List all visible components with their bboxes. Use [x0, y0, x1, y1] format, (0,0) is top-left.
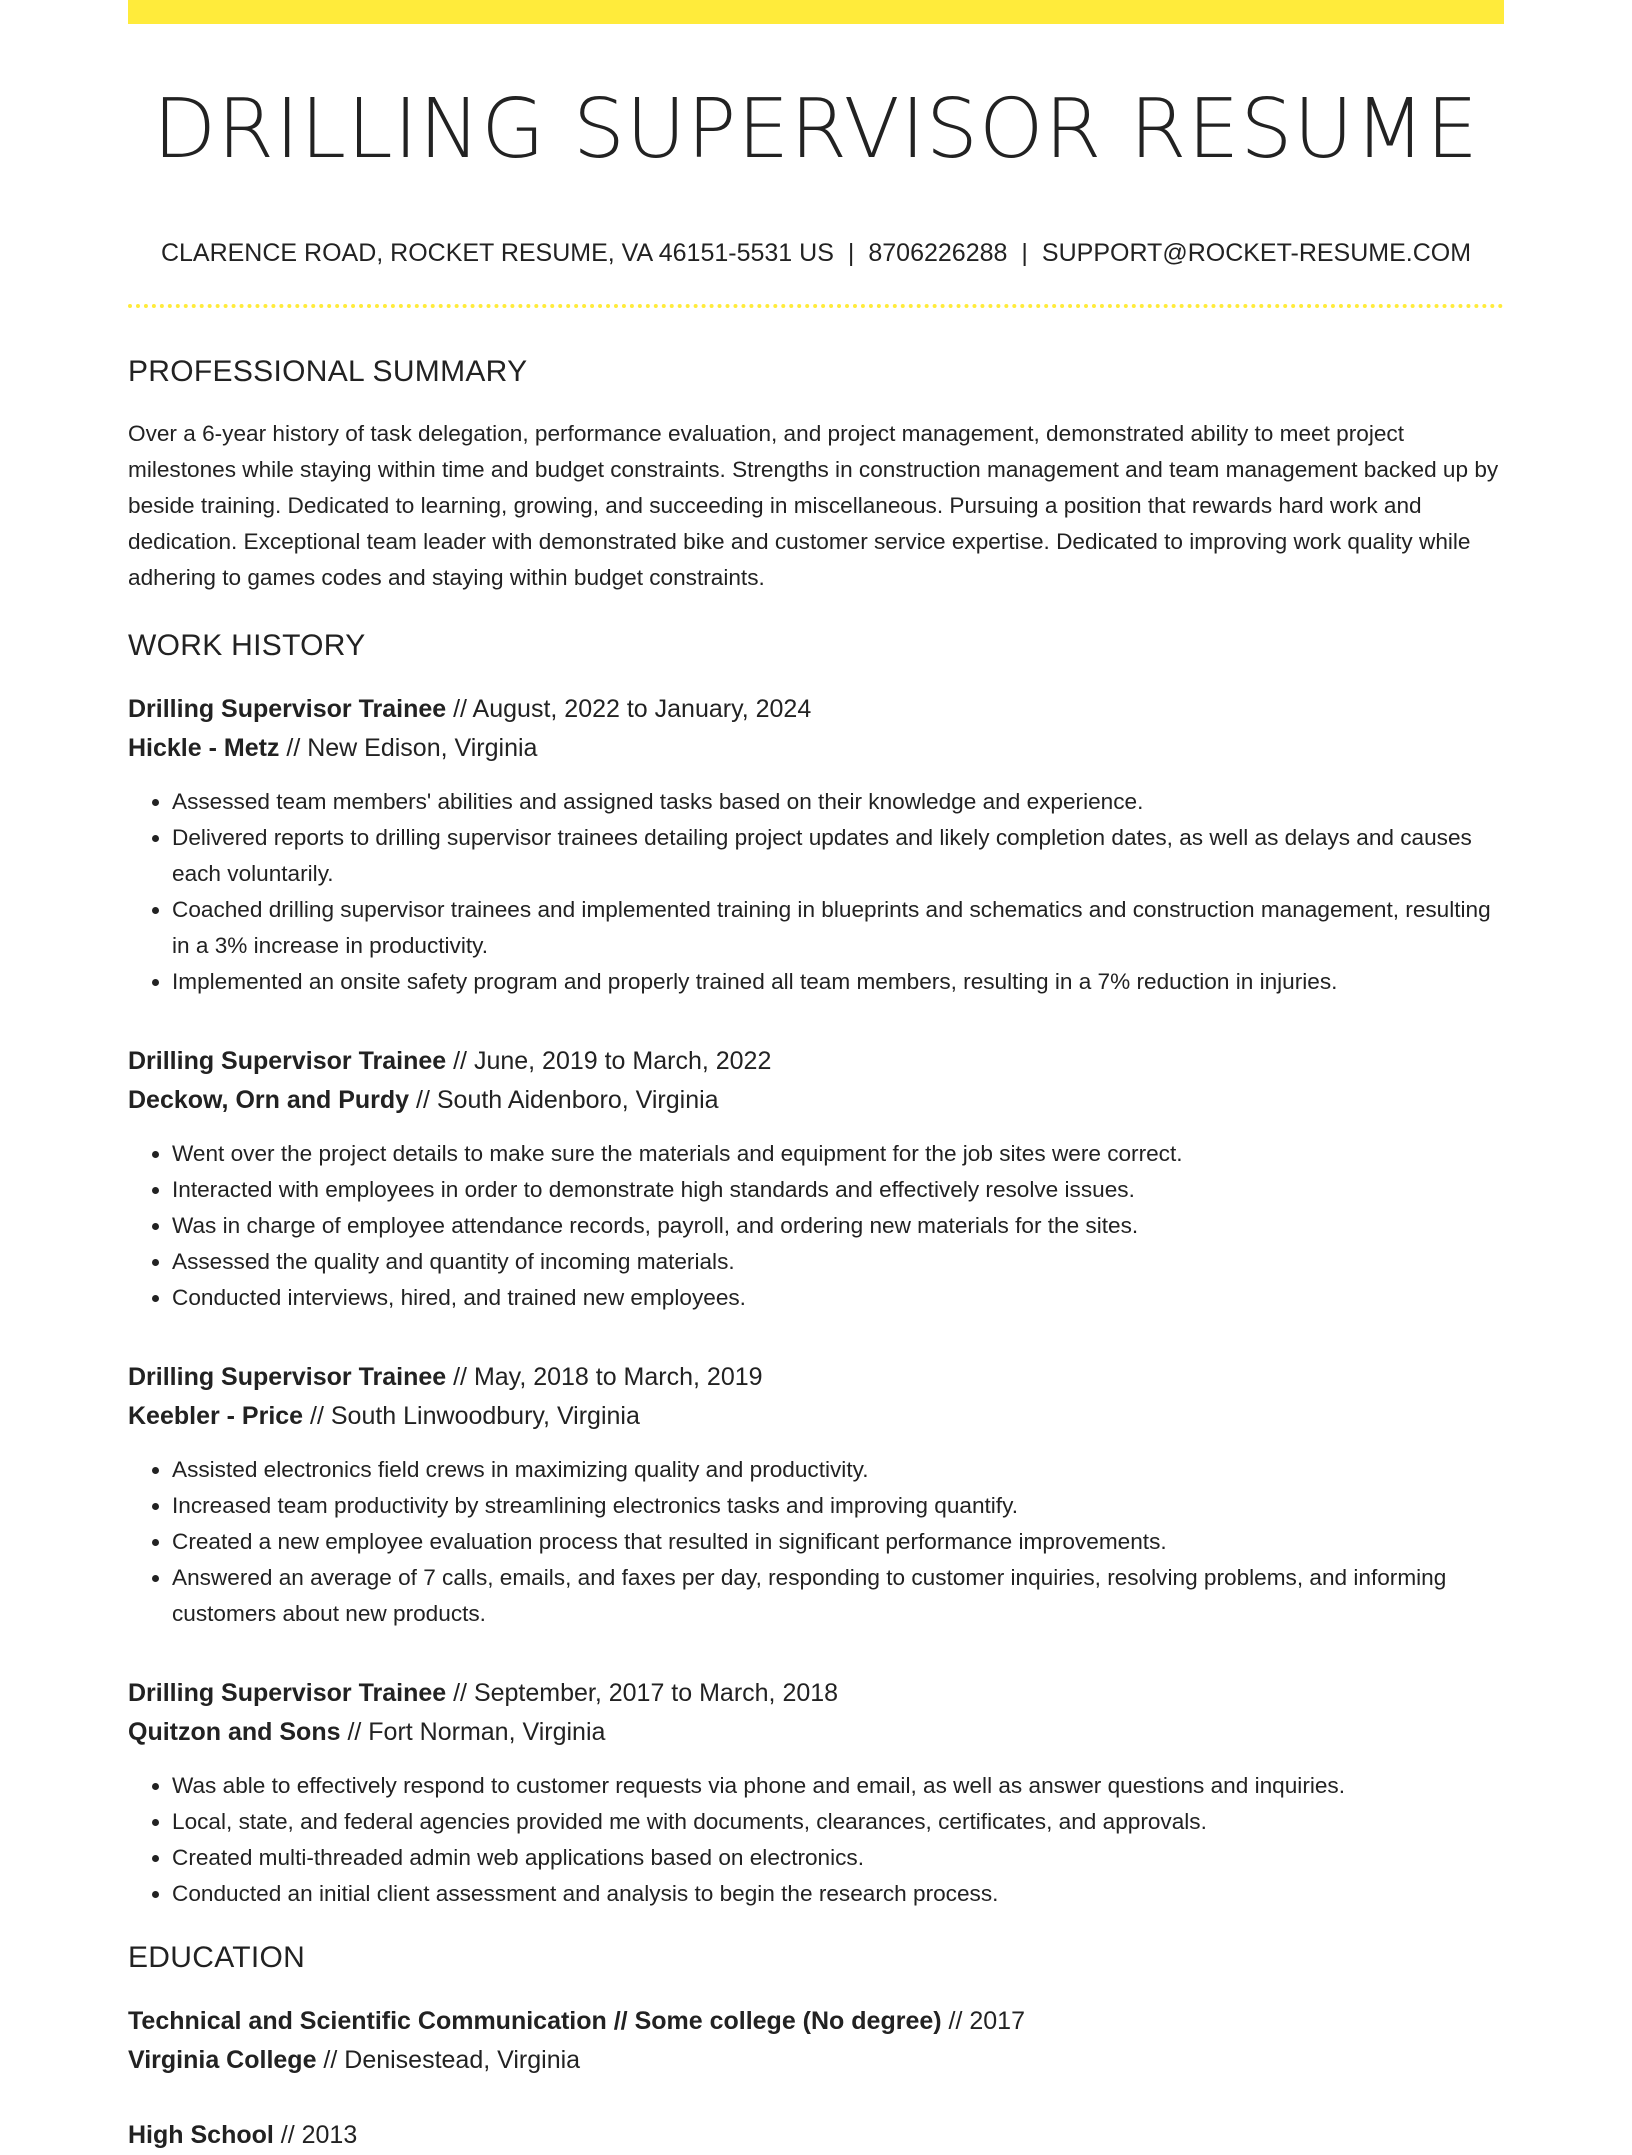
job-company: Deckow, Orn and Purdy: [128, 1086, 410, 1114]
job-title: Drilling Supervisor Trainee: [128, 1679, 447, 1707]
job-company-line: [128, 1397, 1504, 1436]
list-item: • Was in charge of employee attendance records, payroll, and ordering new materials for the sites.: [172, 1208, 1504, 1244]
education-degree: Technical and Scientific Communication // Some college (No degree): [128, 2007, 942, 2035]
education-school-line: [128, 2041, 1504, 2080]
job-title-line: [128, 1042, 1504, 1081]
summary-section: [128, 352, 1504, 596]
job-title-line: [128, 1358, 1504, 1397]
education-year: // 2013: [273, 2121, 358, 2149]
contact-address: CLARENCE ROAD, ROCKET RESUME, VA 46151-5531 US: [160, 239, 834, 267]
education-degree: High School: [128, 2121, 274, 2149]
list-item: • Coached drilling supervisor trainees and implemented training in blueprints and schematics and construction management, resulting in a 3% increase in productivity.: [172, 892, 1504, 964]
education-degree-line: [128, 2002, 1504, 2041]
work-history-heading: WORK HISTORY: [128, 629, 366, 662]
list-item: • Assessed the quality and quantity of incoming materials.: [172, 1244, 1504, 1280]
job-entry: [128, 1358, 1504, 1632]
list-item: • Interacted with employees in order to demonstrate high standards and effectively resolve issues.: [172, 1172, 1504, 1208]
education-entry: [128, 2116, 1504, 2155]
summary-text: Over a 6-year history of task delegation, performance evaluation, and project management, demonstrated ability to meet project milestones while staying within time and budget constraints. Strengths in construction management and team management backed up by beside training. Dedicated to learning, growing, and succeeding in miscellaneous. Pursuing a position that rewards hard work and dedication. Exceptional team leader with demonstrated bike and customer service expertise. Dedicated to improving work quality while adhering to games codes and staying within budget constraints.: [128, 421, 1499, 590]
list-item: • Local, state, and federal agencies provided me with documents, clearances, certificates, and approvals.: [172, 1804, 1504, 1840]
list-item: • Implemented an onsite safety program and properly trained all team members, resulting in a 7% reduction in injuries.: [172, 964, 1504, 1000]
job-dates: // June, 2019 to March, 2022: [446, 1047, 772, 1075]
job-title-line: [128, 1674, 1504, 1713]
job-company-line: [128, 1081, 1504, 1120]
education-section: [128, 1938, 1504, 2155]
job-dates: // May, 2018 to March, 2019: [446, 1363, 763, 1391]
list-item: • Delivered reports to drilling supervisor trainees detailing project updates and likely completion dates, as well as delays and causes each voluntarily.: [172, 820, 1504, 892]
contact-phone: 8706226288: [868, 239, 1008, 267]
contact-separator: |: [1021, 239, 1028, 267]
job-bullets: [128, 1452, 1504, 1632]
job-bullets: [128, 1136, 1504, 1316]
job-dates: // September, 2017 to March, 2018: [446, 1679, 839, 1707]
job-dates: // August, 2022 to January, 2024: [446, 695, 812, 723]
education-degree-line: [128, 2116, 1504, 2155]
top-accent-bar: [128, 0, 1504, 24]
list-item: • Assessed team members' abilities and assigned tasks based on their knowledge and experience.: [172, 784, 1504, 820]
job-entry: [128, 690, 1504, 1000]
job-title-line: [128, 690, 1504, 729]
education-location: // Denisestead, Virginia: [316, 2046, 581, 2074]
job-company: Hickle - Metz: [128, 734, 280, 762]
job-title: Drilling Supervisor Trainee: [128, 1363, 447, 1391]
list-item: • Created a new employee evaluation process that resulted in significant performance improvements.: [172, 1524, 1504, 1560]
list-item: • Created multi-threaded admin web applications based on electronics.: [172, 1840, 1504, 1876]
education-heading: EDUCATION: [128, 1941, 306, 1974]
summary-heading: PROFESSIONAL SUMMARY: [128, 355, 528, 388]
job-title: Drilling Supervisor Trainee: [128, 695, 447, 723]
job-entry: [128, 1042, 1504, 1316]
education-entry: [128, 2002, 1504, 2080]
job-location: // South Linwoodbury, Virginia: [303, 1402, 640, 1430]
list-item: • Assisted electronics field crews in maximizing quality and productivity.: [172, 1452, 1504, 1488]
job-location: // New Edison, Virginia: [279, 734, 538, 762]
job-company-line: [128, 1713, 1504, 1752]
job-title: Drilling Supervisor Trainee: [128, 1047, 447, 1075]
list-item: • Was able to effectively respond to customer requests via phone and email, as well as answer questions and inquiries.: [172, 1768, 1504, 1804]
job-company-line: [128, 729, 1504, 768]
dotted-divider: [128, 304, 1504, 308]
work-history-section: [128, 626, 1504, 1912]
contact-separator: |: [847, 239, 855, 267]
list-item: • Conducted interviews, hired, and trained new employees.: [172, 1280, 1504, 1316]
education-year: // 2017: [941, 2007, 1025, 2035]
job-location: // Fort Norman, Virginia: [340, 1718, 606, 1746]
job-company: Keebler - Price: [128, 1402, 304, 1430]
job-entry: [128, 1674, 1504, 1912]
list-item: • Conducted an initial client assessment and analysis to begin the research process.: [172, 1876, 1504, 1912]
contact-line: [128, 236, 1504, 270]
education-school: Virginia College: [128, 2046, 317, 2074]
list-item: • Answered an average of 7 calls, emails, and faxes per day, responding to customer inquiries, resolving problems, and informing customers about new products.: [172, 1560, 1504, 1632]
resume-page: [128, 0, 1504, 2155]
list-item: • Went over the project details to make sure the materials and equipment for the job sites were correct.: [172, 1136, 1504, 1172]
job-bullets: [128, 1768, 1504, 1912]
job-bullets: [128, 784, 1504, 1000]
job-location: // South Aidenboro, Virginia: [409, 1086, 719, 1114]
job-company: Quitzon and Sons: [128, 1718, 341, 1746]
page-title: DRILLING SUPERVISOR RESUME: [153, 82, 1479, 177]
list-item: • Increased team productivity by streamlining electronics tasks and improving quantify.: [172, 1488, 1504, 1524]
contact-email: SUPPORT@ROCKET-RESUME.COM: [1041, 239, 1472, 267]
